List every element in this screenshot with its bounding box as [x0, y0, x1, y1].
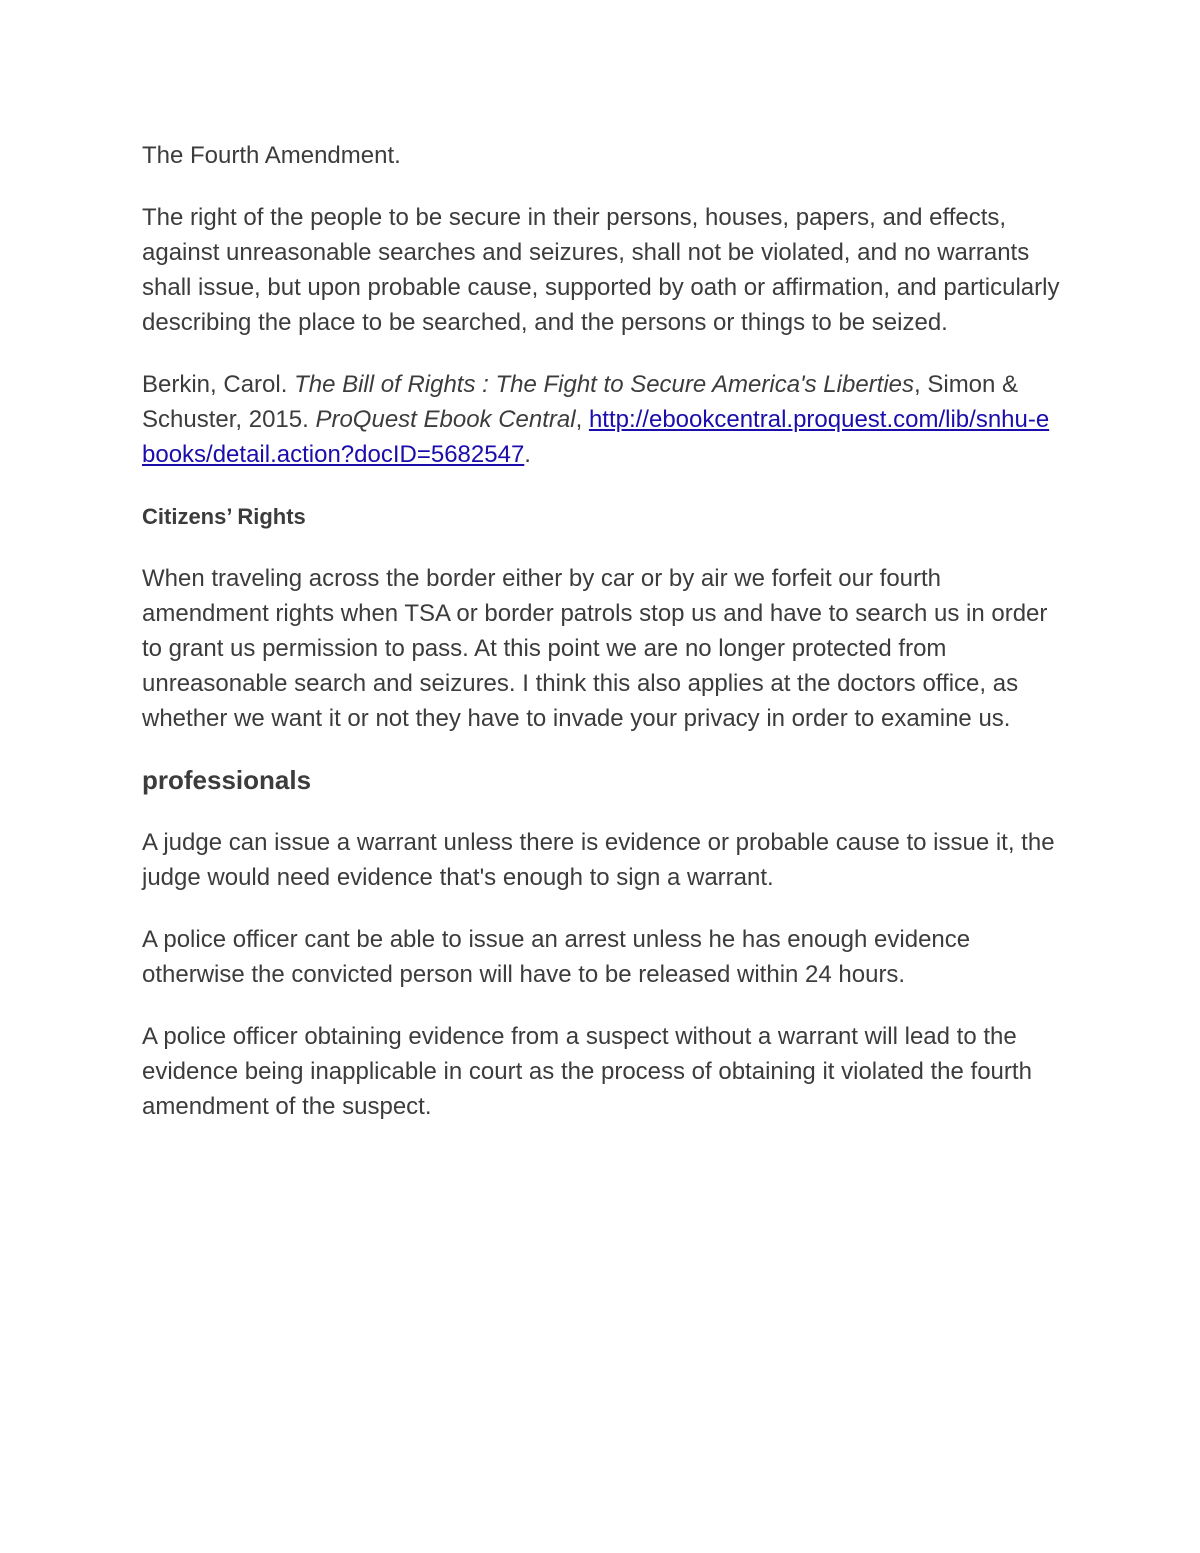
citation-database: ProQuest Ebook Central: [315, 406, 576, 433]
amendment-quote: The right of the people to be secure in their persons, houses, papers, and effects, against unreasonable searches and seizures, shall not be violated, and no warrants shall issue, but upon probable cause, supported by oath or affirmation, and particularly describing the place to be searched, and the persons or things to be seized.: [142, 204, 1060, 336]
section-heading-citizens-rights: Citizens’ Rights: [142, 504, 306, 529]
citation-link[interactable]: http://ebookcentral.proquest.com/lib/snhu-ebooks/detail.action?docID=5682547: [142, 406, 1050, 468]
document-title: The Fourth Amendment.: [142, 142, 401, 169]
citation: [142, 367, 1062, 472]
citation-end: .: [524, 441, 531, 468]
citation-book-title: The Bill of Rights : The Fight to Secure America's Liberties: [294, 371, 915, 398]
citation-author: Berkin, Carol.: [142, 371, 295, 398]
professionals-paragraph-evidence: A police officer obtaining evidence from a suspect without a warrant will lead to the evidence being inapplicable in court as the process of obtaining it violated the fourth amendment of the suspect.: [142, 1023, 1032, 1120]
section-heading-professionals: professionals: [142, 765, 312, 795]
professionals-paragraph-arrest: A police officer cant be able to issue an arrest unless he has enough evidence otherwise the convicted person will have to be released within 24 hours.: [142, 926, 971, 988]
document-page: [142, 138, 1062, 1151]
citation-publisher: , Simon & Schuster, 2015.: [142, 371, 1019, 433]
professionals-paragraph-judge: A judge can issue a warrant unless there is evidence or probable cause to issue it, the judge would need evidence that's enough to sign a warrant.: [142, 829, 1055, 891]
citizens-rights-paragraph: When traveling across the border either by car or by air we forfeit our fourth amendment rights when TSA or border patrols stop us and have to search us in order to grant us permission to pass. At this point we are no longer protected from unreasonable search and seizures. I think this also applies at the doctors office, as whether we want it or not they have to invade your privacy in order to examine us.: [142, 565, 1048, 732]
citation-separator: ,: [575, 406, 589, 433]
